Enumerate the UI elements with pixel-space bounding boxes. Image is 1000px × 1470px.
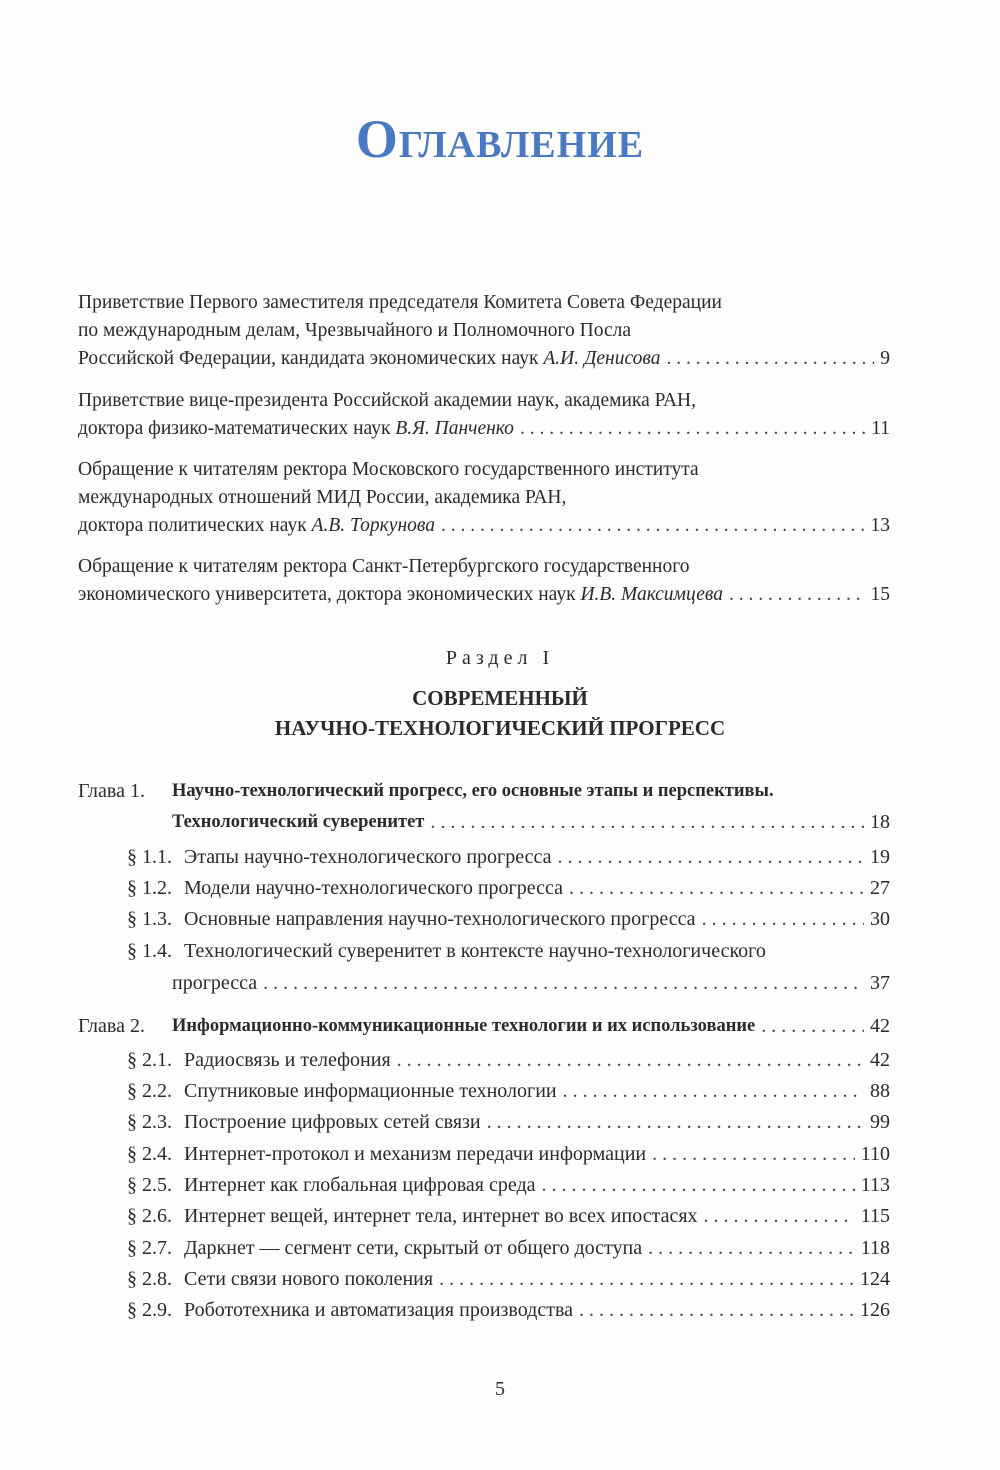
page-ref: 18 — [870, 811, 890, 833]
toc-paragraph-entry[interactable] — [78, 842, 890, 872]
toc-paragraph-entry[interactable] — [78, 1201, 890, 1231]
author-name: А.В. Торкунова — [311, 515, 435, 536]
paragraph-title: Радиосвязь и телефония — [184, 1049, 391, 1071]
chapter-heading[interactable] — [78, 776, 890, 806]
author-name: А.И. Денисова — [543, 348, 661, 369]
dot-leader — [652, 1139, 855, 1169]
page-ref: 115 — [860, 1205, 890, 1227]
dot-leader — [441, 512, 865, 540]
paragraph-number: § 2.1. — [127, 1049, 172, 1071]
author-name: В.Я. Панченко — [395, 418, 514, 439]
toc-paragraph-entry[interactable] — [78, 1139, 890, 1169]
paragraph-number: § 2.5. — [127, 1174, 172, 1196]
toc-paragraph-entry[interactable] — [78, 936, 890, 966]
paragraph-title: Интернет-протокол и механизм передачи информации — [184, 1143, 647, 1165]
paragraph-number: § 2.6. — [127, 1205, 172, 1227]
toc-paragraph-entry[interactable] — [78, 1264, 890, 1294]
dot-leader — [702, 904, 864, 934]
toc-paragraph-entry[interactable] — [78, 1107, 890, 1137]
paragraph-title: Робототехника и автоматизация производства — [184, 1299, 574, 1321]
dot-leader — [648, 1233, 855, 1263]
entry-line: Обращение к читателям ректора Московского государственного института — [78, 459, 699, 480]
toc-entry-greeting-panchenko[interactable] — [78, 387, 890, 443]
page-ref: 124 — [860, 1268, 890, 1290]
toc-entry-address-torkunov[interactable] — [78, 456, 890, 540]
toc-paragraph-entry[interactable] — [78, 873, 890, 903]
dot-leader — [666, 345, 874, 373]
paragraph-title: Построение цифровых сетей связи — [184, 1111, 481, 1133]
paragraph-title: прогресса — [172, 972, 258, 994]
toc-entry-address-maksimtsev[interactable] — [78, 553, 890, 609]
paragraph-number: § 2.4. — [127, 1143, 172, 1165]
paragraph-number: § 2.2. — [127, 1080, 172, 1102]
author-name: И.В. Максимцева — [580, 584, 723, 605]
paragraph-title: Интернет вещей, интернет тела, интернет во всех ипостасях — [184, 1205, 698, 1227]
dot-leader — [487, 1107, 864, 1137]
page-ref: 99 — [870, 1111, 890, 1133]
paragraph-number: § 2.8. — [127, 1268, 172, 1290]
paragraph-number: § 1.2. — [127, 877, 172, 899]
page-ref: 11 — [871, 418, 890, 439]
dot-leader — [430, 807, 864, 837]
page-ref: 42 — [870, 1049, 890, 1071]
toc-paragraph-entry[interactable] — [78, 1045, 890, 1075]
chapter-label: Глава 2. — [78, 1015, 145, 1037]
section-label: Раздел I — [445, 647, 555, 669]
paragraph-title: Основные направления научно-технологического прогресса — [184, 908, 696, 930]
page-ref: 9 — [880, 348, 890, 369]
paragraph-number: § 1.3. — [127, 908, 172, 930]
section-title — [0, 683, 1000, 743]
chapter-title: Технологический суверенитет — [172, 812, 425, 832]
paragraph-number: § 1.1. — [127, 846, 172, 868]
page-ref: 88 — [870, 1080, 890, 1102]
paragraph-number: § 2.7. — [127, 1237, 172, 1259]
page-ref: 13 — [870, 515, 890, 536]
paragraph-title: Сети связи нового поколения — [184, 1268, 434, 1290]
entry-line: Обращение к читателям ректора Санкт-Петербургского государственного — [78, 556, 690, 577]
toc-paragraph-entry[interactable] — [78, 1233, 890, 1263]
paragraph-title: Этапы научно-технологического прогресса — [184, 846, 552, 868]
paragraph-title: Спутниковые информационные технологии — [184, 1080, 557, 1102]
dot-leader — [704, 1201, 855, 1231]
page-number: 5 — [495, 1378, 505, 1400]
entry-line: Приветствие Первого заместителя председателя Комитета Совета Федерации — [78, 292, 722, 313]
chapter-title: Научно-технологический прогресс, его основные этапы и перспективы. — [172, 781, 774, 801]
page-ref: 126 — [860, 1299, 890, 1321]
page-ref: 27 — [870, 877, 890, 899]
entry-line: доктора политических наук А.В. Торкунова — [78, 515, 435, 536]
dot-leader — [520, 415, 865, 443]
toc-paragraph-entry[interactable] — [78, 1076, 890, 1106]
page-ref: 42 — [870, 1015, 890, 1037]
section-title-line: НАУЧНО-ТЕХНОЛОГИЧЕСКИЙ ПРОГРЕСС — [274, 716, 726, 740]
page-ref: 118 — [860, 1237, 890, 1259]
toc-paragraph-entry-cont[interactable] — [78, 968, 890, 998]
dot-leader — [563, 1076, 864, 1106]
paragraph-title: Интернет как глобальная цифровая среда — [184, 1174, 536, 1196]
entry-line: Российской Федерации, кандидата экономических наук А.И. Денисова — [78, 348, 661, 369]
dot-leader — [579, 1295, 854, 1325]
dot-leader — [263, 968, 864, 998]
toc-paragraph-entry[interactable] — [78, 1295, 890, 1325]
paragraph-title: Модели научно-технологического прогресса — [184, 877, 563, 899]
toc-entry-greeting-denisov[interactable] — [78, 289, 890, 373]
section-title-line: СОВРЕМЕННЫЙ — [412, 686, 588, 710]
toc-paragraph-entry[interactable] — [78, 1170, 890, 1200]
dot-leader — [761, 1011, 864, 1041]
dot-leader — [569, 873, 864, 903]
page-ref: 30 — [870, 908, 890, 930]
chapter-label: Глава 1. — [78, 780, 145, 802]
chapter-heading-cont[interactable] — [78, 807, 890, 837]
chapter-title: Информационно-коммуникационные технологии и их использование — [172, 1016, 756, 1036]
dot-leader — [557, 842, 864, 872]
entry-line: международных отношений МИД России, академика РАН, — [78, 487, 567, 508]
paragraph-title: Технологический суверенитет в контексте научно-технологического — [184, 940, 766, 962]
dot-leader — [542, 1170, 855, 1200]
entry-line: по международным делам, Чрезвычайного и Полномочного Посла — [78, 320, 632, 341]
entry-line: экономического университета, доктора экономических наук И.В. Максимцева — [78, 584, 723, 605]
entry-line: доктора физико-математических наук В.Я. Панченко — [78, 418, 514, 439]
paragraph-number: § 2.9. — [127, 1299, 172, 1321]
paragraph-number: § 1.4. — [127, 940, 172, 962]
dot-leader — [729, 581, 865, 609]
toc-paragraph-entry[interactable] — [78, 904, 890, 934]
page-ref: 37 — [870, 972, 890, 994]
page-ref: 19 — [870, 846, 890, 868]
page-ref: 15 — [870, 584, 890, 605]
entry-line: Приветствие вице-президента Российской академии наук, академика РАН, — [78, 390, 697, 411]
paragraph-number: § 2.3. — [127, 1111, 172, 1133]
page-title: Оглавление — [355, 109, 645, 169]
page-ref: 110 — [860, 1143, 890, 1165]
chapter-heading[interactable] — [78, 1011, 890, 1041]
paragraph-title: Даркнет — сегмент сети, скрытый от общего доступа — [184, 1237, 643, 1259]
page-ref: 113 — [860, 1174, 890, 1196]
dot-leader — [397, 1045, 864, 1075]
dot-leader — [439, 1264, 854, 1294]
